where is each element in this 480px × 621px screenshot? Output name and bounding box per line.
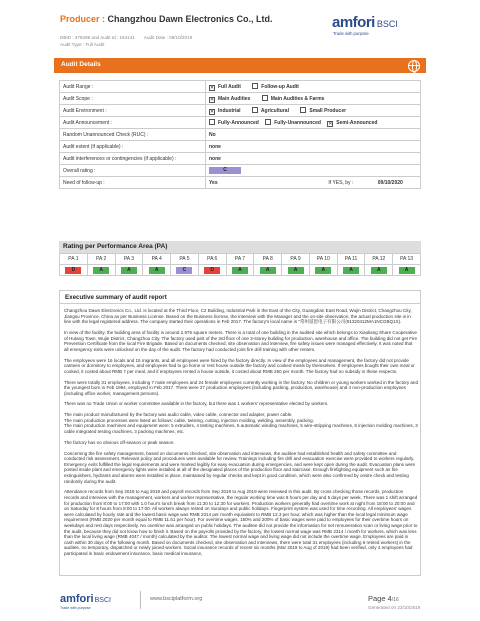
producer-name: Changzhou Dawn Electronics Co., Ltd. <box>107 14 273 24</box>
grade-badge: A <box>232 267 248 274</box>
grade-badge: A <box>121 267 137 274</box>
ann-option-semi: ✕ Semi-Announced <box>328 119 378 127</box>
env-option-agricultural: Agricultural <box>252 107 289 114</box>
pa-grade-cell <box>143 265 171 276</box>
grade-badge: A <box>149 267 165 274</box>
summary-paragraph: In view of the facility, the building area of facility is around 2,976 square meters. There is a total of one building in the audited site which belongs to Xiaoliang Share Cooperative of Hutang Town, Wujin District, Changzhou City. The factory used part of the 3rd floor of one 3-storey building for production, warehouse and office. The building did not get Fire Prevention Certificate from the local Fire Brigade. Based on documents checked, site observation and interview, fire safety issues were managed effectively. It was noted that all emergency exits were unlocked on the day of the audit. The factory had conducted joint fire drill training with other renters. <box>64 329 418 352</box>
grade-badge: A <box>93 267 109 274</box>
grade-badge: A <box>260 267 276 274</box>
logo-suffix: BSCI <box>376 19 398 29</box>
ann-option-unannounced: Fully-Unannounced <box>265 119 321 126</box>
grade-badge: A <box>288 267 304 274</box>
pa-header-cell: PA 5 <box>171 254 199 265</box>
env-option-industrial: ✕ Industrial <box>210 107 241 115</box>
environment-row <box>60 105 421 117</box>
followup-label: Need of follow-up : <box>60 177 206 189</box>
scope-row <box>60 93 421 105</box>
pa-header-cell: PA 3 <box>115 254 143 265</box>
ruc-label: Random Unannounced Check (RUC) : <box>60 129 206 141</box>
summary-paragraph: Attendance records from Sep 2018 to Aug 2019 and payroll records from Sep 2018 to Aug 2019 were reviewed in this audit. By cross checking those records, production records and interview with the management, workers and worker representative, the regular working time was 8 hours per day and 5 days per week. There was 1 shift arranged for production from 8:00 to 17:00 with 1.0 hour's lunch break from 11:30 to 12:30 for workers. Production workers generally had overtime work at night from 18:00 to 20:00 and on Saturday for 8 hours from 8:00 to 17:00. All workers always rested on Sundays and public holidays. Fingerprint system was used for time recording. All employees' wages were calculated by hourly rate and the lowest basic wage was RMB 2314 per month equivalent to RMB 13.3 per hour, which was higher than the local legal minimum wage requirement (RMB 2020 per month equal to RMB 11.61 per hour). For overtime wages, 150% and 200% of basic wages were paid to employees for their overtime hours on weekdays and rest days respectively. No overtime was arranged on public holidays. The auditee did not provide the information for net remuneration scan or living wage prior to the audit, because they did not know how to finish it. Based on the payrolls provided by the factory, the lowest normal wage was RMB 2314 / month for workers, which was less than the local living wage (RMB 4047 / month) calculated by the auditor. The lowest normal wage and living wage did not include the overtime wage. Employees are paid in cash within 30 days of the following month. Based on documents checked, site observation and interviews, there were total 31 employees (including 6 retired workers) in the auditee, no temporary, dispatched or newly joined workers. Social insurance records of recent six months (Mar 2019 to Aug of 2019) had been verified, only 4 employees had participated in basic endowment insurance, basic medical insurance, <box>64 489 418 556</box>
range-option-full: ✕ Full Audit <box>210 83 241 91</box>
logo-name: amfori <box>332 14 375 31</box>
ifyes-value: 09/10/2020 <box>377 179 403 186</box>
unchecked-box-icon <box>252 83 258 89</box>
grade-badge: D <box>204 267 220 274</box>
overall-row <box>60 165 421 177</box>
summary-paragraph: Concerning the fire safety management, based on documents checked, site observation and interviews, the auditee had established health and safety committee and conducted risk assessment. Relevant policy and procedures were available for review. Trainings including fire drill and evacuation exercise were provided to workers regularly. Emergency exits fulfilled the legal requirements and were marked legibly for easy evacuation during emergencies, and were kept open during the audit. Evacuation plans were posted inside plant and emergency lights were installed at all of the designated places of the production floor and staircase. Enough firefighting equipment such as fire extinguishers, hydrants and alarms were installed in place, maintained by regular checks and kept in good condition, which were also confirmed by onsite check and testing randomly during the audit. <box>64 450 416 484</box>
extent-label: Audit extent (if applicable) : <box>60 141 206 153</box>
grade-badge: D <box>65 267 81 274</box>
executive-summary <box>59 290 421 576</box>
followup-row <box>60 177 421 189</box>
footer-divider <box>140 591 141 609</box>
pa-grade-cell <box>337 265 365 276</box>
pa-header-cell: PA 7 <box>226 254 254 265</box>
scope-option-farms: Main Audities & Farms <box>262 95 325 102</box>
pa-grade-cell <box>393 265 421 276</box>
summary-paragraph: There was no Trade Union or worker committee available in the factory, but there was 1 workers' representative elected by workers. <box>64 401 329 407</box>
executive-summary-title: Executive summary of audit report <box>60 291 420 304</box>
checked-box-icon: ✕ <box>328 120 333 127</box>
footer-logo: amforiBSCI Trade with purpose <box>60 593 111 610</box>
pa-grade-cell <box>309 265 337 276</box>
checked-box-icon: ✕ <box>210 96 215 103</box>
unchecked-box-icon <box>252 107 258 113</box>
section-title: Audit Details <box>61 61 101 68</box>
summary-paragraph: The employees were 16 locals and 15 migrants, and all employees were hired by the factory directly. In view of the employees and management, the factory did not provide canteen or dormitory to employees, and employees had to go home or rent house outside the factory and cooked meals by themselves. If employees bought their own meal or cooked, it costed about RMB 7 per meal, and if employees rented a house outside, it costed about RMB 250 per month. The factory had no subsidy in these respects. <box>64 357 415 374</box>
pa-grade-cell <box>60 265 88 276</box>
generated-date: Generated on 23/10/2019 <box>368 605 421 610</box>
unchecked-box-icon <box>209 119 215 125</box>
amfori-logo <box>332 14 432 40</box>
pa-header-cell: PA 6 <box>198 254 226 265</box>
grade-badge: C <box>176 267 192 274</box>
ifyes-label: If YES, by : <box>328 179 354 186</box>
rating-table <box>59 253 421 276</box>
page-footer <box>0 585 480 621</box>
announcement-label: Audit Announcement : <box>60 117 206 129</box>
overall-label: Overall rating : <box>60 165 206 177</box>
pa-grade-cell <box>171 265 199 276</box>
interferences-label: Audit interferences or contingencies (if applicable) : <box>60 153 206 165</box>
unchecked-box-icon <box>262 95 268 101</box>
range-option-followup: Follow-up Audit <box>252 83 299 90</box>
grade-badge: A <box>371 267 387 274</box>
pa-grade-cell <box>198 265 226 276</box>
audit-type-text: Audit Type : Full Audit <box>60 42 105 47</box>
producer-heading <box>60 14 310 24</box>
globe-icon[interactable] <box>408 60 420 72</box>
extent-value: none <box>206 141 421 153</box>
ann-option-fully: Fully-Announced <box>209 119 259 126</box>
followup-value: Yes <box>209 179 218 186</box>
checked-box-icon: ✕ <box>210 108 215 115</box>
env-option-small: Small Producer <box>300 107 346 114</box>
pa-header-row <box>60 254 421 265</box>
pa-header-cell: PA 12 <box>365 254 393 265</box>
pa-header-cell: PA 11 <box>337 254 365 265</box>
pa-header-cell: PA 1 <box>60 254 88 265</box>
pa-header-cell: PA 10 <box>309 254 337 265</box>
producer-label: Producer : <box>60 14 106 24</box>
checked-box-icon: ✕ <box>210 84 215 91</box>
page-header <box>0 0 480 50</box>
pa-grade-cell <box>254 265 282 276</box>
audit-details-table <box>59 80 421 189</box>
announcement-row <box>60 117 421 129</box>
pa-grade-cell <box>365 265 393 276</box>
logo-tagline: Trade with purpose <box>333 31 369 36</box>
summary-paragraph: There were totally 31 employees, including 7 male employees and 24 female employees currently working in the factory. No children or young workers worked in the factory and the youngest born in Feb 1994, employed in Feb 2017. There were 27 production employees (including packing, production, warehouse) and 4 non-production employees (including office worker, management persons). <box>64 379 418 396</box>
summary-paragraph: The factory has no obvious off-season or peak season. <box>64 439 175 445</box>
pa-header-cell: PA 8 <box>254 254 282 265</box>
executive-summary-text <box>64 308 418 562</box>
unchecked-box-icon <box>300 107 306 113</box>
scope-label: Audit Scope : <box>60 93 206 105</box>
grade-badge: A <box>315 267 331 274</box>
pa-header-cell: PA 13 <box>393 254 421 265</box>
summary-paragraph: The main product manufactured by the factory was audio cable, video cable, connector and adapter, power cable. The main production processes were listed as follows: cable, twisting, cutting, injection molding, welding, assembly, packing. The main production machines and equipment were: 5 extruders, 4 testing machines, 5 automatic winding machines, 5 wire-stripping machines, 8 injection molding machines, 3 cable integrated testing machines, 3 packing machines, etc. <box>64 412 418 435</box>
pa-grade-cell <box>115 265 143 276</box>
grade-badge: A <box>343 267 359 274</box>
interferences-row <box>60 153 421 165</box>
pa-header-cell: PA 9 <box>282 254 310 265</box>
pa-grade-cell <box>87 265 115 276</box>
ruc-value: No <box>206 129 421 141</box>
interferences-value: none <box>206 153 421 165</box>
pa-header-cell: PA 4 <box>143 254 171 265</box>
extent-row <box>60 141 421 153</box>
pa-grade-cell <box>282 265 310 276</box>
footer-url[interactable]: www.bsciplatform.org <box>150 596 203 602</box>
pa-grade-row <box>60 265 421 276</box>
range-label: Audit Range : <box>60 81 206 93</box>
overall-rating-badge: C <box>209 167 241 174</box>
rating-title: Rating per Performance Area (PA) <box>59 241 421 253</box>
range-row <box>60 81 421 93</box>
summary-paragraph: Changzhou Dawn Electronics Co., Ltd. is located at the Third Floor, C2 Building, Industrial Park in the East of the City, Guangdian East Road, Wujin District, Changzhou City, Jiangsu Province, China as per Business License. Based on the Business license, the interview with the Manager and the on-site observation, the actual production site is in line with the legal registered address. The company started their operations in Feb 2017. The factory's local name is "常州道恩电子有限公司(91320412MA1NCGBQ1X). <box>64 308 412 325</box>
audit-date-text: Audit Date : 09/10/2019 <box>143 35 193 40</box>
pa-header-cell: PA 2 <box>87 254 115 265</box>
grade-badge: A <box>399 267 415 274</box>
audit-meta <box>60 34 360 48</box>
dbid-text: DBID : 378299 and Audit Id : 164141 <box>60 35 135 40</box>
audit-details-bar <box>54 58 426 73</box>
page-number: Page 4/16 <box>368 594 399 603</box>
scope-option-main: ✕ Main Audities <box>210 95 251 103</box>
unchecked-box-icon <box>265 119 271 125</box>
pa-grade-cell <box>226 265 254 276</box>
ruc-row <box>60 129 421 141</box>
environment-label: Audit Environment : <box>60 105 206 117</box>
